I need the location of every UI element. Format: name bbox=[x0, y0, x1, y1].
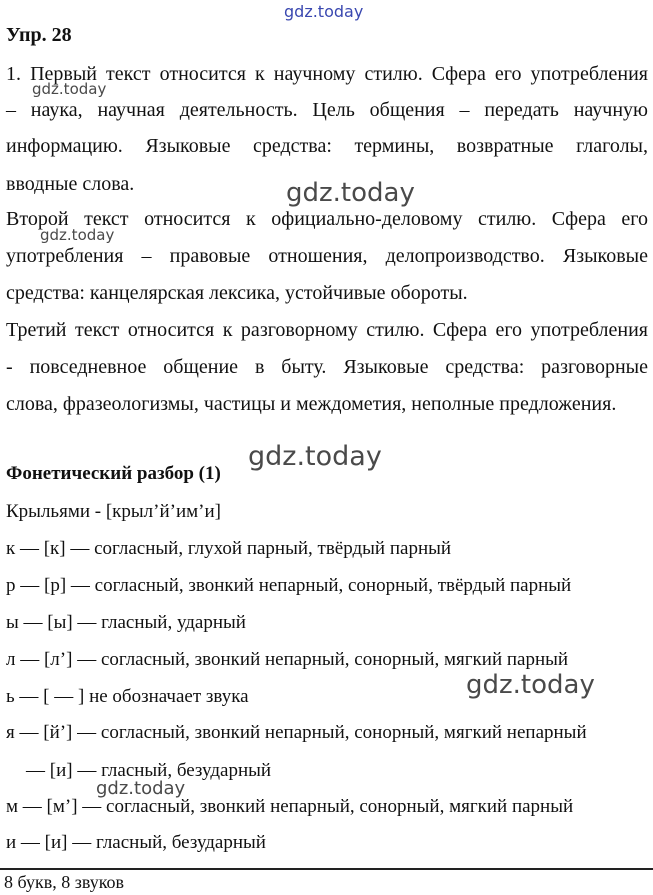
watermark: gdz.today bbox=[96, 778, 186, 799]
word-transcription: Крыльями - [крыл’й’им’и] bbox=[6, 501, 221, 522]
exercise-title: Упр. 28 bbox=[6, 24, 72, 46]
paragraph-1-line: вводные слова. bbox=[6, 173, 135, 195]
paragraph-2-line: средства: канцелярская лексика, устойчивые обороты. bbox=[6, 282, 468, 304]
paragraph-1-line: информацию. Языковые средства: термины, возвратные глаголы, bbox=[6, 135, 648, 157]
paragraph-1-line: – наука, научная деятельность. Цель общения – передать научную bbox=[6, 99, 648, 121]
letter-row: л — [л’] — согласный, звонкий непарный, сонорный, мягкий парный bbox=[6, 649, 569, 670]
watermark: gdz.today bbox=[40, 226, 115, 244]
watermark: gdz.today bbox=[466, 670, 595, 700]
phonetic-analysis-title: Фонетический разбор (1) bbox=[6, 463, 221, 484]
watermark: gdz.today bbox=[248, 441, 382, 472]
divider-line bbox=[0, 868, 653, 870]
paragraph-3-line: слова, фразеологизмы, частицы и междометия, неполные предложения. bbox=[6, 393, 617, 415]
letters-sounds-summary: 8 букв, 8 звуков bbox=[4, 872, 125, 892]
paragraph-3-line: Третий текст относится к разговорному стилю. Сфера его употребления bbox=[6, 319, 648, 341]
paragraph-2-line: употребления – правовые отношения, делопроизводство. Языковые bbox=[6, 245, 648, 267]
letter-row: м — [м’] — согласный, звонкий непарный, сонорный, мягкий парный bbox=[6, 796, 574, 817]
watermark: gdz.today bbox=[32, 80, 107, 98]
letter-row: ы — [ы] — гласный, ударный bbox=[6, 612, 246, 633]
letter-row: ь — [ — ] не обозначает звука bbox=[6, 686, 249, 707]
watermark: gdz.today bbox=[286, 178, 415, 208]
watermark-top: gdz.today bbox=[284, 2, 364, 21]
letter-row: к — [к] — согласный, глухой парный, твёрдый парный bbox=[6, 538, 452, 559]
paragraph-2-line: Второй текст относится к официально-деловому стилю. Сфера его bbox=[6, 208, 648, 230]
letter-row: р — [р] — согласный, звонкий непарный, сонорный, твёрдый парный bbox=[6, 575, 572, 596]
paragraph-1-line: 1. Первый текст относится к научному стилю. Сфера его употребления bbox=[6, 63, 648, 85]
letter-row: я — [й’] — согласный, звонкий непарный, сонорный, мягкий непарный bbox=[6, 722, 587, 743]
paragraph-3-line: - повседневное общение в быту. Языковые средства: разговорные bbox=[6, 356, 648, 378]
letter-row: — [и] — гласный, безударный bbox=[26, 760, 272, 781]
letter-row: и — [и] — гласный, безударный bbox=[6, 832, 266, 853]
